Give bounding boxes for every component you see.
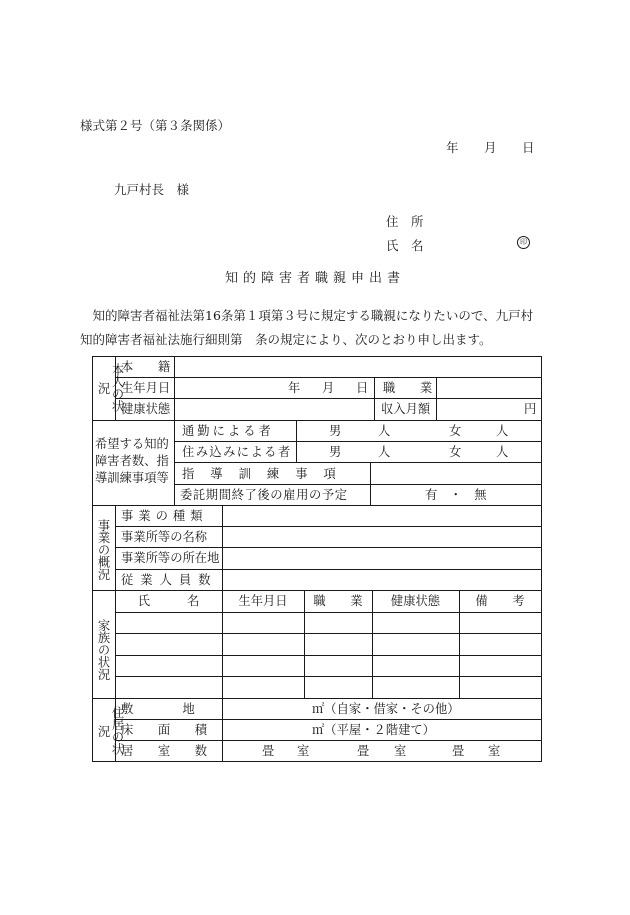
date-day: 日 <box>522 140 535 155</box>
intro-text: 知的障害者福祉法第16条第１項第３号に規定する職親になりたいので、九戸村知的障害者福祉法施行細則第 条の規定により、次のとおり申し出ます。 <box>80 308 534 347</box>
address-label: 住 所 <box>386 214 424 229</box>
livein-female: 女 <box>449 445 462 459</box>
livein-male: 男 <box>329 445 342 459</box>
date-year: 年 <box>446 140 459 155</box>
family-header-birthdate: 生年月日 <box>238 594 288 608</box>
floor-area-value: ㎡（平屋・２階建て） <box>312 723 435 737</box>
form-number-label: 様式第２号（第３条関係） <box>80 118 231 133</box>
label-birthdate: 生年月日 <box>121 381 171 395</box>
family-header-name: 氏 名 <box>137 594 200 608</box>
label-commute: 通勤による者 <box>182 424 274 438</box>
tatami-unit-3: 畳 <box>452 744 465 758</box>
birth-year-unit: 年 <box>288 381 301 395</box>
room-unit-3: 室 <box>488 744 501 758</box>
section-label-family: 家族の状況 <box>96 619 110 681</box>
label-site: 敷 地 <box>121 702 195 716</box>
label-floor-area: 床 面 積 <box>121 723 208 737</box>
addressee: 九戸村長 様 <box>114 182 190 197</box>
tatami-unit-2: 畳 <box>357 744 370 758</box>
commute-male: 男 <box>329 424 342 438</box>
birth-day-unit: 日 <box>356 381 369 395</box>
yes-no-choice: 有 ・ 無 <box>425 488 487 502</box>
section-label-personal: 本人の状況 <box>96 363 124 413</box>
tatami-unit-1: 畳 <box>262 744 275 758</box>
label-business-location: 事業所等の所在地 <box>121 551 220 565</box>
name-label: 氏 名 <box>386 238 424 253</box>
document-title: 知的障害者職親申出書 <box>224 271 405 286</box>
commute-female: 女 <box>449 424 462 438</box>
date-month: 月 <box>484 140 497 155</box>
section-label-housing: 住居の状況 <box>96 706 124 756</box>
room-unit-2: 室 <box>394 744 407 758</box>
seal-mark: 印 <box>517 236 530 249</box>
section-label-desired: 希望する知的障害者数、指導訓練事項等 <box>95 437 169 485</box>
family-header-remarks: 備 考 <box>475 594 525 608</box>
room-unit-1: 室 <box>297 744 310 758</box>
livein-female-person: 人 <box>496 445 509 459</box>
label-livein: 住み込みによる者 <box>182 445 292 459</box>
commute-female-person: 人 <box>496 424 509 438</box>
label-occupation: 職 業 <box>383 381 433 395</box>
label-employees: 従業人員数 <box>121 573 218 587</box>
section-label-business: 事業の概況 <box>96 519 110 581</box>
commute-male-person: 人 <box>378 424 391 438</box>
label-business-type: 事業の種類 <box>121 509 208 523</box>
birth-month-unit: 月 <box>322 381 335 395</box>
family-header-health: 健康状態 <box>390 594 441 608</box>
livein-male-person: 人 <box>378 445 391 459</box>
family-header-occupation: 職 業 <box>313 594 363 608</box>
label-health: 健康状態 <box>121 402 171 416</box>
yen-unit: 円 <box>524 402 537 416</box>
label-honseki: 本 籍 <box>121 360 171 374</box>
label-after-contract: 委託期間終了後の雇用の予定 <box>180 488 348 502</box>
label-business-name: 事業所等の名称 <box>121 530 208 544</box>
label-room-count: 居 室 数 <box>121 744 208 758</box>
label-monthly-income: 収入月額 <box>381 402 431 416</box>
site-value: ㎡（自家・借家・その他） <box>312 702 460 716</box>
label-training: 指導訓練事項 <box>182 467 352 481</box>
